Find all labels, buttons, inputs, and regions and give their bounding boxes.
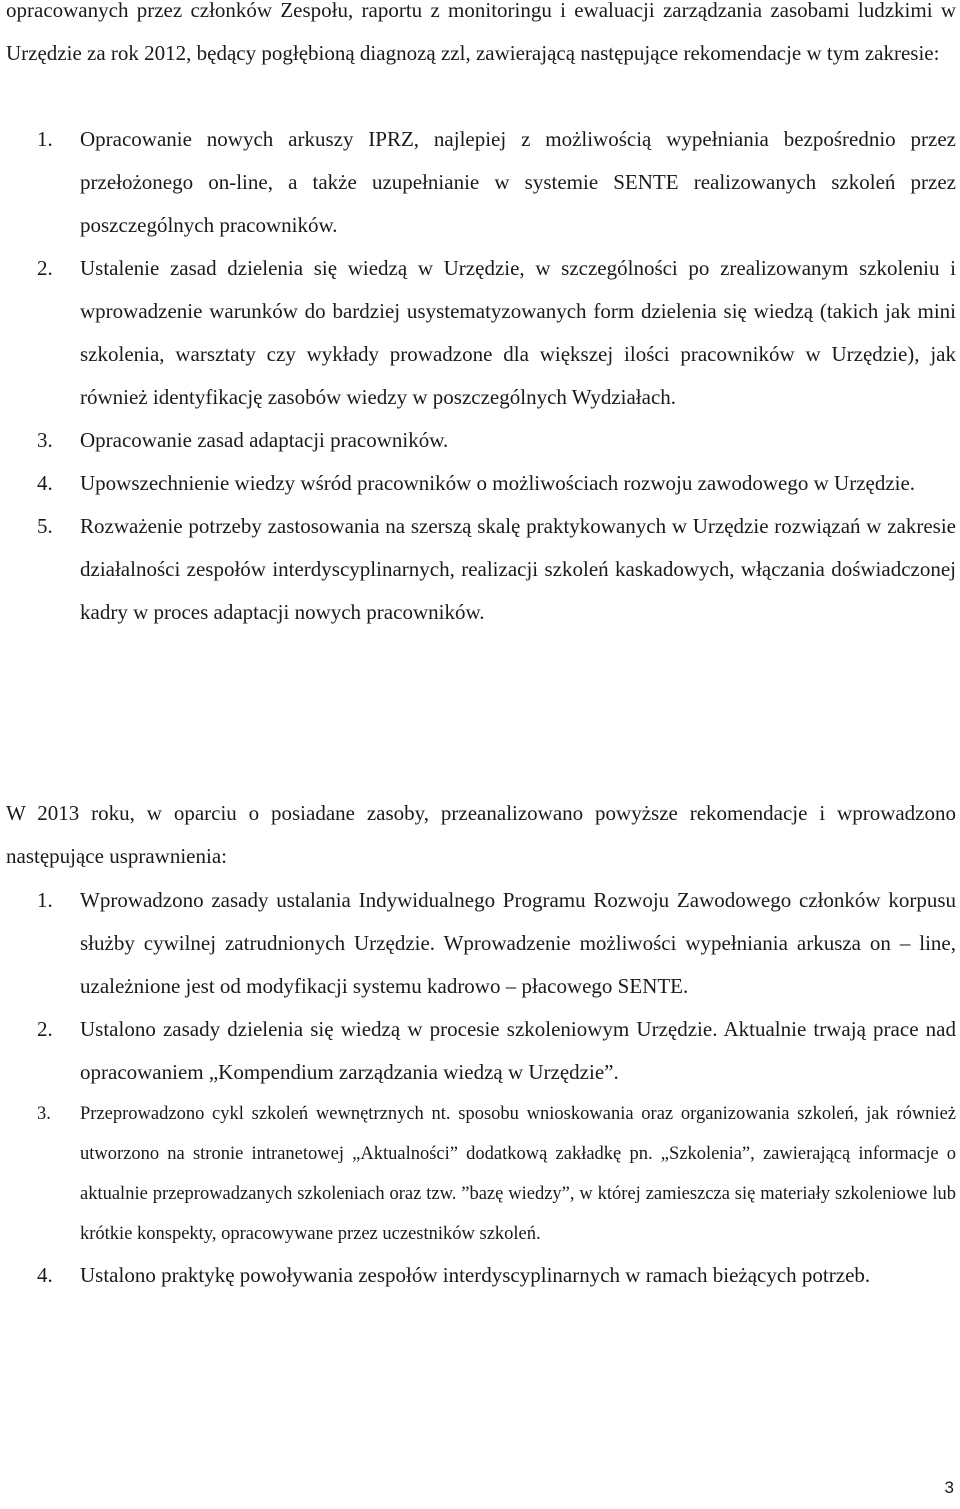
item-text: Opracowanie nowych arkuszy IPRZ, najlepiej z możliwością wypełniania bezpośrednio przez przełożonego on-line, a także uzupełnianie w systemie SENTE realizowanych szkoleń przez poszczególnych pracowników. bbox=[80, 127, 956, 237]
item-text: Przeprowadzono cykl szkoleń wewnętrznych nt. sposobu wnioskowania oraz organizowania szkoleń, jak również utworzono na stronie intranetowej „Aktualności” dodatkową zakładkę pn. „Szkolenia”, zawierającą informacje o aktualnie przeprowadzanych szkoleniach oraz tzw. ”bazę wiedzy”, w której zamieszcza się materiały szkoleniowe lub krótkie konspekty, opracowywane przez uczestników szkoleń. bbox=[80, 1104, 956, 1244]
list-item bbox=[0, 118, 956, 247]
list-item bbox=[0, 505, 956, 634]
list-item bbox=[0, 1254, 956, 1297]
item-number: 5. bbox=[37, 514, 53, 538]
list-item bbox=[0, 879, 956, 1008]
item-number: 4. bbox=[37, 1263, 53, 1287]
list-item bbox=[0, 419, 956, 462]
list-item bbox=[0, 1094, 956, 1254]
item-text: Opracowanie zasad adaptacji pracowników. bbox=[80, 428, 449, 452]
item-number: 1. bbox=[37, 888, 53, 912]
list-item bbox=[0, 462, 956, 505]
list-item bbox=[0, 247, 956, 419]
item-text: Upowszechnienie wiedzy wśród pracowników o możliwościach rozwoju zawodowego w Urzędzie. bbox=[80, 471, 916, 495]
item-text: Wprowadzono zasady ustalania Indywidualnego Programu Rozwoju Zawodowego członków korpusu służby cywilnej zatrudnionych Urzędzie. Wprowadzenie możliwości wypełniania arkusza on – line, uzależnione jest od modyfikacji systemu kadrowo – płacowego SENTE. bbox=[80, 888, 956, 998]
item-number: 4. bbox=[37, 471, 53, 495]
item-text: Ustalono praktykę powoływania zespołów interdyscyplinarnych w ramach bieżących potrzeb. bbox=[80, 1263, 871, 1287]
list-item bbox=[0, 1008, 956, 1094]
item-number: 2. bbox=[37, 1017, 53, 1041]
item-number: 1. bbox=[37, 127, 53, 151]
item-text: Ustalenie zasad dzielenia się wiedzą w Urzędzie, w szczególności po zrealizowanym szkoleniu i wprowadzenie warunków do bardziej usystematyzowanych form dzielenia się wiedzą (takich jak mini szkolenia, warsztaty czy wykłady prowadzone dla większej ilości pracowników w Urzędzie), jak również identyfikację zasobów wiedzy w poszczególnych Wydziałach. bbox=[80, 256, 956, 409]
intro-paragraph: opracowanych przez członków Zespołu, raportu z monitoringu i ewaluacji zarządzania zasobami ludzkimi w Urzędzie za rok 2012, będący pogłębioną diagnozą zzl, zawierającą następujące rekomendacje w tym zakresie: bbox=[6, 0, 956, 65]
item-number: 3. bbox=[37, 1104, 51, 1124]
page-number: 3 bbox=[944, 1478, 954, 1497]
item-text: Ustalono zasady dzielenia się wiedzą w procesie szkoleniowym Urzędzie. Aktualnie trwają prace nad opracowaniem „Kompendium zarządzania wiedzą w Urzędzie”. bbox=[80, 1017, 956, 1084]
item-number: 3. bbox=[37, 428, 53, 452]
summary-paragraph: W 2013 roku, w oparciu o posiadane zasoby, przeanalizowano powyższe rekomendacje i wprowadzono następujące usprawnienia: bbox=[6, 801, 956, 868]
recommendations-list bbox=[0, 118, 960, 634]
improvements-list bbox=[0, 879, 960, 1297]
item-text: Rozważenie potrzeby zastosowania na szerszą skalę praktykowanych w Urzędzie rozwiązań w zakresie działalności zespołów interdyscyplinarnych, realizacji szkoleń kaskadowych, włączania doświadczonej kadry w proces adaptacji nowych pracowników. bbox=[80, 514, 956, 624]
item-number: 2. bbox=[37, 256, 53, 280]
